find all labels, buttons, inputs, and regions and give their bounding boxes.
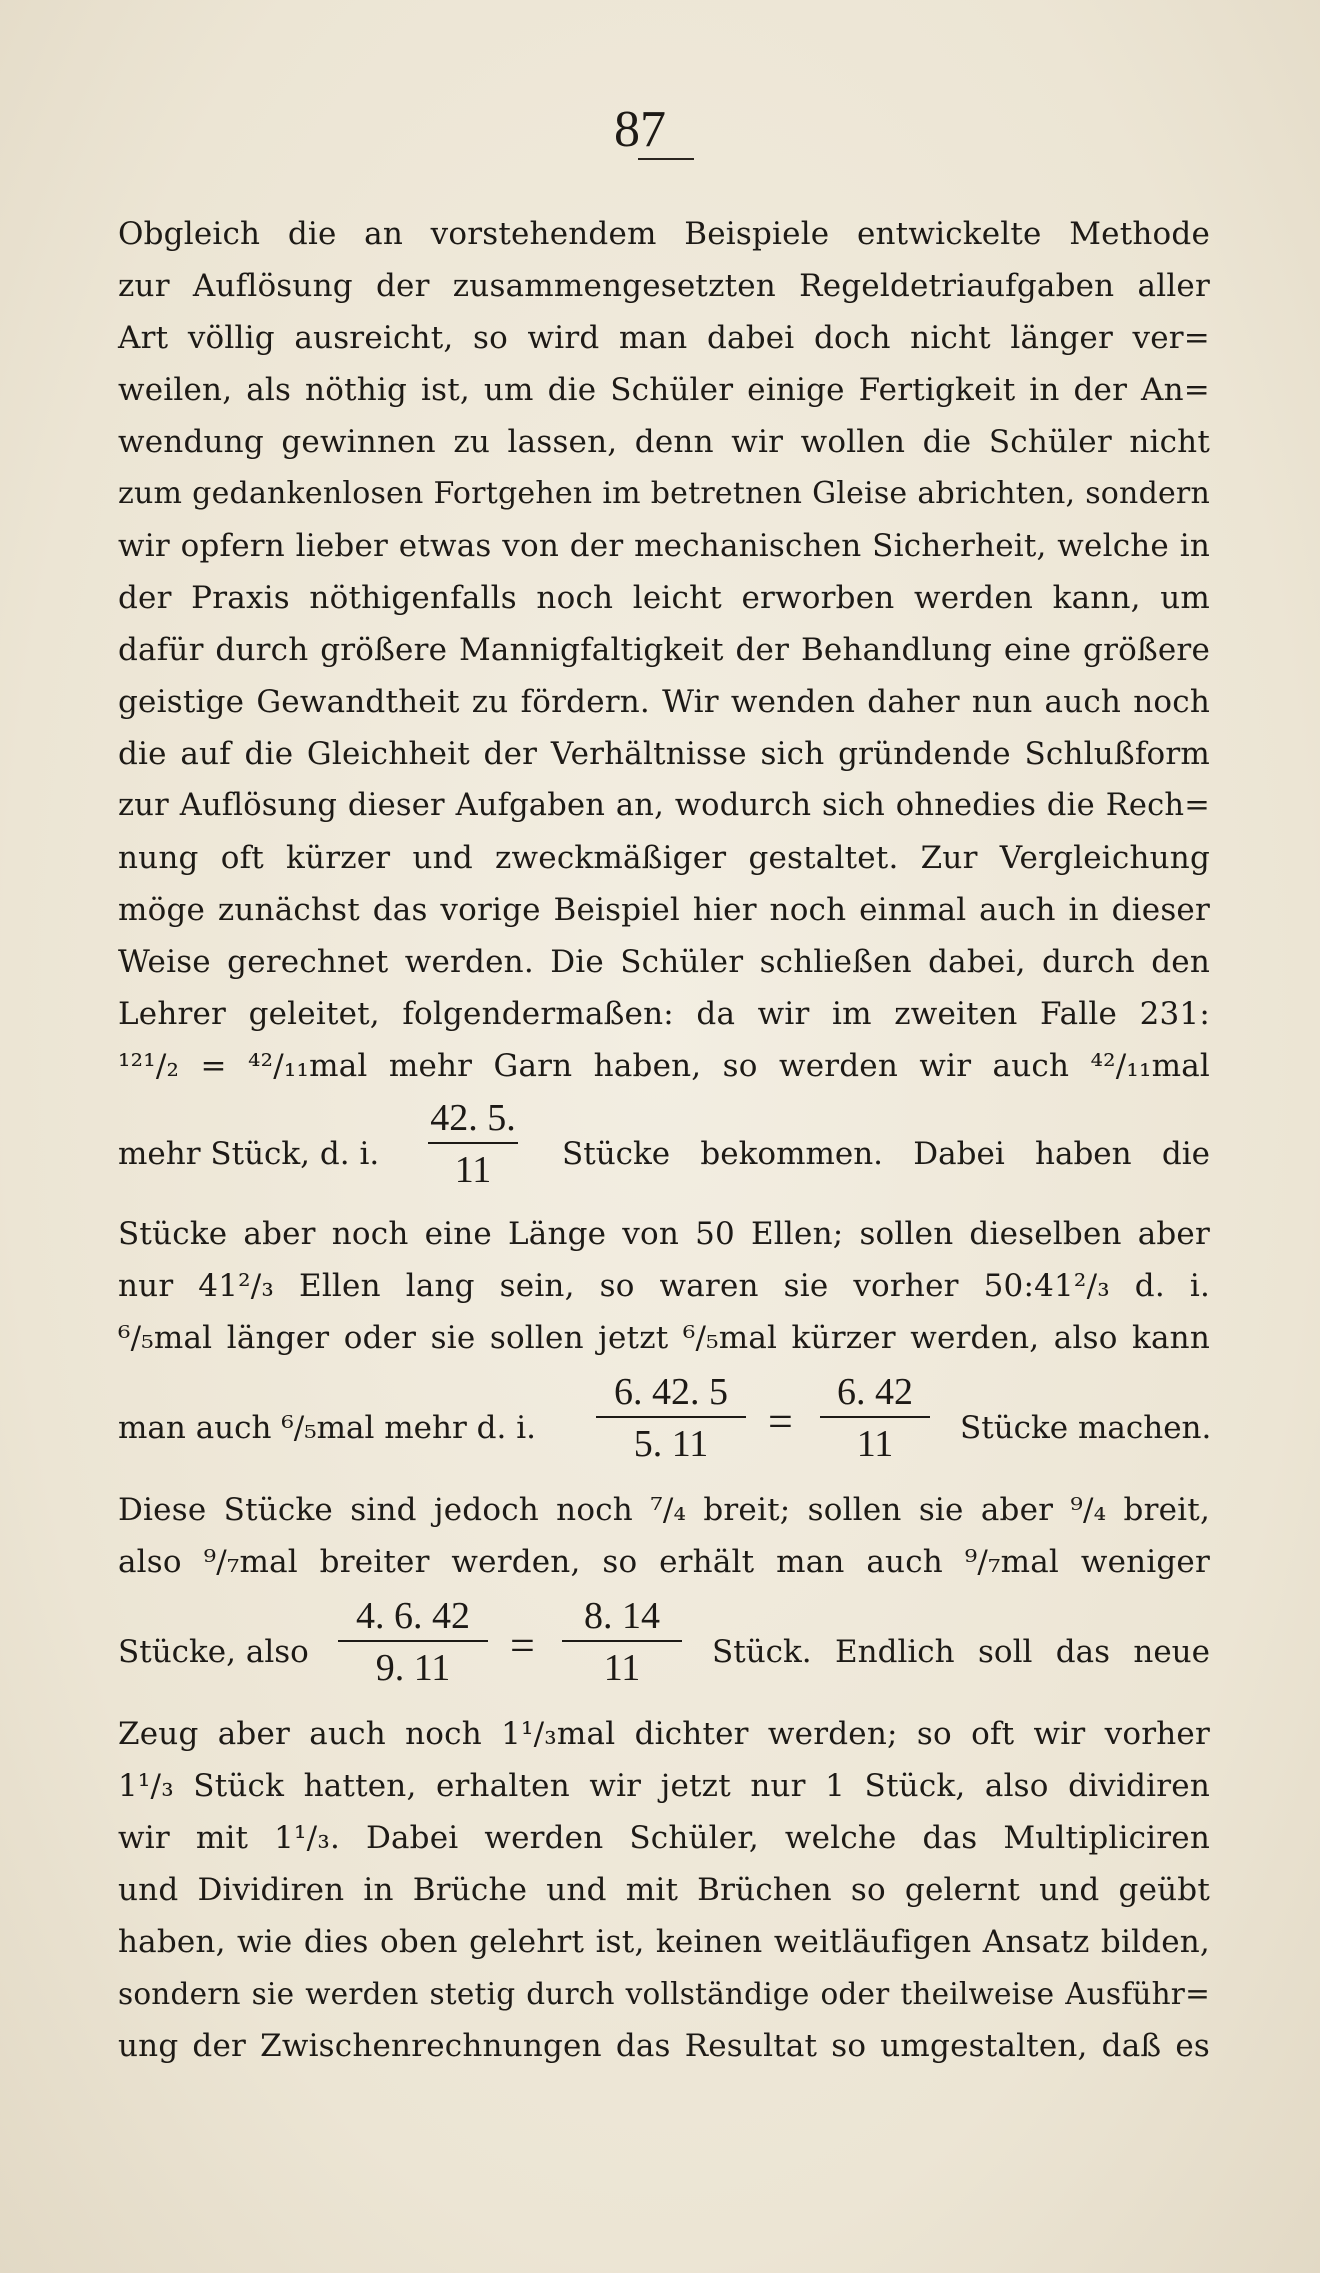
- text-line: zur Auflösung der zusammengesetzten Regeldetriaufgaben aller: [118, 268, 1210, 304]
- text-line: die auf die Gleichheit der Verhältnisse sich gründende Schlußform: [118, 736, 1210, 772]
- text-line: ⁶/₅mal länger oder sie sollen jetzt ⁶/₅mal kürzer werden, also kann: [118, 1320, 1210, 1356]
- text-segment: Stück. Endlich soll das neue: [712, 1634, 1210, 1670]
- text-line: haben, wie dies oben gelehrt ist, keinen weitläufigen Ansatz bilden,: [118, 1924, 1210, 1960]
- text-line: wir opfern lieber etwas von der mechanischen Sicherheit, welche in: [118, 528, 1210, 564]
- text-line: wendung gewinnen zu lassen, denn wir wollen die Schüler nicht: [118, 424, 1210, 460]
- fraction-numerator: 6. 42. 5: [614, 1371, 728, 1413]
- fraction: [428, 1096, 518, 1192]
- fraction-numerator: 42. 5.: [430, 1097, 516, 1139]
- fraction-bar: [428, 1142, 518, 1144]
- text-line: Obgleich die an vorstehendem Beispiele entwickelte Methode: [118, 216, 1210, 252]
- fraction-numerator: 8. 14: [584, 1595, 660, 1637]
- fraction-numerator: 4. 6. 42: [356, 1595, 470, 1637]
- text-line: nur 41²/₃ Ellen lang sein, so waren sie vorher 50:41²/₃ d. i.: [118, 1268, 1210, 1304]
- text-line: nung oft kürzer und zweckmäßiger gestaltet. Zur Vergleichung: [118, 840, 1210, 876]
- text-line: Diese Stücke sind jedoch noch ⁷/₄ breit; sollen sie aber ⁹/₄ breit,: [118, 1492, 1210, 1528]
- text-segment: man auch ⁶/₅mal mehr d. i.: [118, 1410, 536, 1446]
- text-line: wir mit 1¹/₃. Dabei werden Schüler, welche das Multipliciren: [118, 1820, 1210, 1856]
- fraction: [562, 1594, 682, 1690]
- text-segment: Stücke, also: [118, 1634, 309, 1670]
- text-line: der Praxis nöthigenfalls noch leicht erworben werden kann, um: [118, 580, 1210, 616]
- page-number-rule: [638, 158, 694, 160]
- text-line: geistige Gewandtheit zu fördern. Wir wenden daher nun auch noch: [118, 684, 1210, 720]
- text-line: ung der Zwischenrechnungen das Resultat so umgestalten, daß es: [118, 2028, 1210, 2064]
- fraction-denominator: 11: [454, 1149, 492, 1191]
- text-segment: mehr Stück, d. i.: [118, 1136, 380, 1172]
- fraction-denominator: 5. 11: [633, 1423, 709, 1465]
- text-line: weilen, als nöthig ist, um die Schüler einige Fertigkeit in der An=: [118, 372, 1210, 408]
- fraction-line: [118, 1096, 1210, 1196]
- fraction: [338, 1594, 488, 1690]
- text-line: also ⁹/₇mal breiter werden, so erhält man auch ⁹/₇mal weniger: [118, 1544, 1210, 1580]
- fraction-bar: [596, 1416, 746, 1418]
- fraction-line: [118, 1370, 1210, 1470]
- page-number: 87: [614, 101, 666, 158]
- equals-sign: =: [510, 1621, 535, 1670]
- fraction-bar: [338, 1640, 488, 1642]
- fraction-line: [118, 1594, 1210, 1694]
- text-line: Zeug aber auch noch 1¹/₃mal dichter werden; so oft wir vorher: [118, 1716, 1210, 1752]
- fraction-denominator: 9. 11: [375, 1647, 451, 1689]
- text-line: dafür durch größere Mannigfaltigkeit der Behandlung eine größere: [118, 632, 1210, 668]
- text-line: Lehrer geleitet, folgendermaßen: da wir im zweiten Falle 231:: [118, 996, 1210, 1032]
- text-line: Stücke aber noch eine Länge von 50 Ellen; sollen dieselben aber: [118, 1216, 1210, 1252]
- text-line: möge zunächst das vorige Beispiel hier noch einmal auch in dieser: [118, 892, 1210, 928]
- fraction-bar: [820, 1416, 930, 1418]
- equals-sign: =: [768, 1397, 793, 1446]
- fraction-bar: [562, 1640, 682, 1642]
- text-line: zum gedankenlosen Fortgehen im betretnen Gleise abrichten, sondern: [118, 476, 1210, 511]
- text-line: ¹²¹/₂ = ⁴²/₁₁mal mehr Garn haben, so werden wir auch ⁴²/₁₁mal: [118, 1048, 1210, 1084]
- text-line: Art völlig ausreicht, so wird man dabei doch nicht länger ver=: [118, 320, 1210, 356]
- text-line: 1¹/₃ Stück hatten, erhalten wir jetzt nur 1 Stück, also dividiren: [118, 1768, 1210, 1804]
- fraction-denominator: 11: [603, 1647, 641, 1689]
- text-segment: Stücke machen.: [960, 1410, 1212, 1446]
- fraction: [596, 1370, 746, 1466]
- fraction-numerator: 6. 42: [837, 1371, 913, 1413]
- text-line: zur Auflösung dieser Aufgaben an, wodurch sich ohnedies die Rech=: [118, 788, 1210, 823]
- text-line: und Dividiren in Brüche und mit Brüchen so gelernt und geübt: [118, 1872, 1210, 1908]
- fraction: [820, 1370, 930, 1466]
- fraction-denominator: 11: [856, 1423, 894, 1465]
- text-line: sondern sie werden stetig durch vollständige oder theilweise Ausführ=: [118, 1977, 1210, 2011]
- text-segment: Stücke bekommen. Dabei haben die: [562, 1136, 1210, 1172]
- text-line: Weise gerechnet werden. Die Schüler schließen dabei, durch den: [118, 944, 1210, 980]
